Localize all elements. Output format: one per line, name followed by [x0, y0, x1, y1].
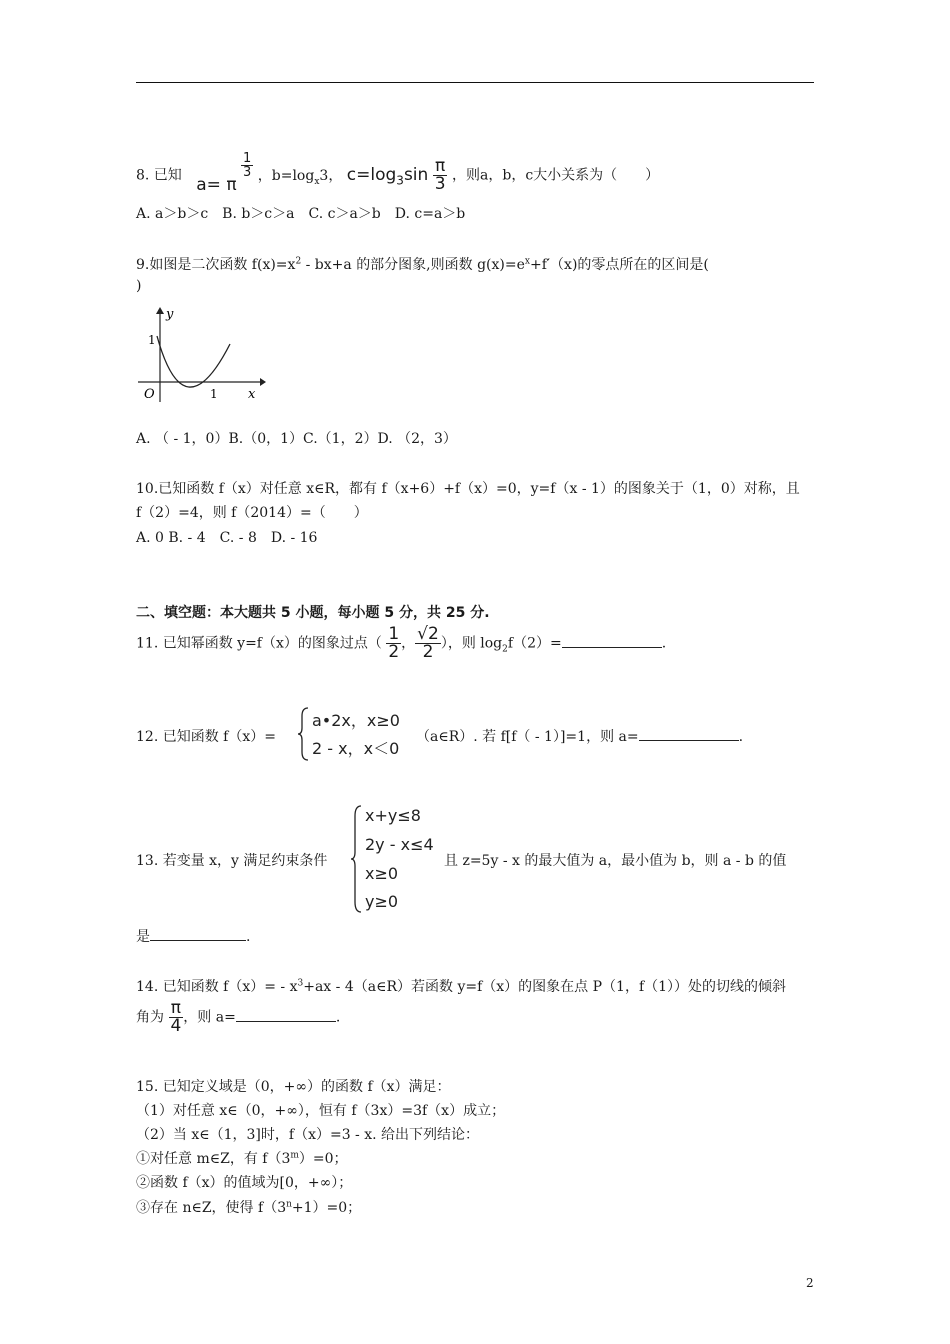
q8-c-fraction: $\frac{\pi}{3}$: [434, 156, 446, 194]
q13-constraint-2: 2y - x≤4: [365, 835, 434, 854]
question-11: 11. 已知幂函数 y=f（x）的图象过点（ $\frac{1}{2}$ ， $\frac{√2}{2}$ ），则 $\log_2f(2)=$ .: [136, 624, 667, 662]
q14-answer-blank[interactable]: [236, 1009, 336, 1022]
q14-angle-fraction: $\frac{\pi}{4}$: [170, 998, 182, 1036]
q10-options: A. 0 B. - 4 C. - 8 D. - 16: [136, 530, 318, 546]
q15-line3: （2）当 x∈（1，3]时，f（x）=3 - x. 给出下列结论：: [136, 1127, 480, 1143]
x-tick-label: 1: [210, 387, 218, 401]
q8-c-expression: $c=\log_3\sin$: [346, 164, 429, 187]
x-axis-label: x: [248, 387, 256, 402]
page-number: 2: [806, 1276, 814, 1290]
y-axis-label: y: [166, 307, 174, 322]
q13-answer-blank[interactable]: [150, 928, 246, 941]
y-axis-arrow: [156, 307, 164, 314]
q12-prefix: 12. 已知函数 f（x）=: [136, 729, 276, 745]
q14-line2: 角为 $\frac{\pi}{4}$ ，则 a= .: [136, 998, 341, 1036]
q8-options: A. a＞b＞c B. b＞c＞a C. c＞a＞b D. c=a＞b: [136, 206, 466, 222]
q10-line2: f（2）=4，则 f（2014）=（ ）: [136, 505, 368, 521]
q10-line1: 10.已知函数 f（x）对任意 x∈R，都有 f（x+6）+f（x）=0，y=f（x - 1）的图象关于（1，0）对称，且: [136, 481, 800, 497]
q11-answer-blank[interactable]: [562, 635, 662, 648]
y-tick-label: 1: [148, 333, 156, 347]
q13-constraint-3: x≥0: [365, 864, 399, 883]
q9-line2: ): [136, 278, 142, 294]
parabola-curve: [157, 336, 230, 387]
q9-line1: 9.如图是二次函数 $f(x)=x^2 - bx+a$ 的部分图象,则函数 $g(x)=e^x+f'(x)$的零点所在的区间是(: [136, 256, 709, 273]
q13-suffix: 且 z=5y - x 的最大值为 a，最小值为 b，则 a - b 的值: [444, 853, 787, 869]
q15-line1: 15. 已知定义域是（0，+∞）的函数 f（x）满足：: [136, 1079, 451, 1095]
q15-line5: ②函数 f（x）的值域为[0，+∞）；: [136, 1175, 353, 1191]
q12-suffix: （a∈R）. 若 f[f（ - 1）]=1，则 a= .: [416, 729, 744, 745]
q14-line1: 14. 已知函数 $f(x)= - x^3+ax$ - 4（a∈R）若函数 y=f（x）的图象在点 P（1，f（1））处的切线的倾斜: [136, 978, 787, 995]
q13-brace: [351, 804, 363, 914]
q12-answer-blank[interactable]: [639, 728, 739, 741]
q15-line2: （1）对任意 x∈（0，+∞），恒有 f（3x）=3f（x）成立；: [136, 1103, 506, 1119]
q12-brace: [298, 706, 310, 762]
q8-a-expression: a= π: [196, 174, 237, 195]
q15-line4: ①对任意 m∈Z，有 $f(3^m)=0$；: [136, 1150, 348, 1167]
q8-suffix: ，则a，b，c大小关系为（ ）: [452, 167, 660, 184]
q15-line6: ③存在 n∈Z，使得 $f(3^n+1)=0$；: [136, 1199, 362, 1216]
q11-point-y: $\frac{√2}{2}$: [417, 624, 439, 662]
header-rule: [136, 82, 814, 83]
q9-options: A. （ - 1，0）B.（0，1）C.（1，2）D. （2，3）: [136, 431, 457, 447]
q13-prefix: 13. 若变量 x，y 满足约束条件: [136, 853, 328, 869]
q9-parabola-graph: [136, 304, 266, 404]
q13-constraint-1: x+y≤8: [365, 806, 421, 825]
q8-b-expression: ，$b=\log_x3$，: [257, 167, 343, 187]
section-title: 二、填空题：本大题共 5 小题，每小题 5 分，共 25 分.: [136, 605, 490, 621]
q12-case-2: 2 - x，x＜0: [312, 739, 400, 758]
q11-point-x: $\frac{1}{2}$: [388, 624, 400, 662]
q8-a-exponent: $\frac{1}{3}$: [243, 151, 252, 180]
question-8: [136, 151, 660, 195]
q12-case-1: a•2x，x≥0: [312, 711, 400, 730]
x-axis-arrow: [260, 378, 266, 386]
q13-line2: 是 .: [136, 929, 251, 945]
origin-label: O: [144, 387, 155, 402]
q8-prefix: 8. 已知: [136, 167, 182, 184]
q13-constraint-4: y≥0: [365, 892, 399, 911]
